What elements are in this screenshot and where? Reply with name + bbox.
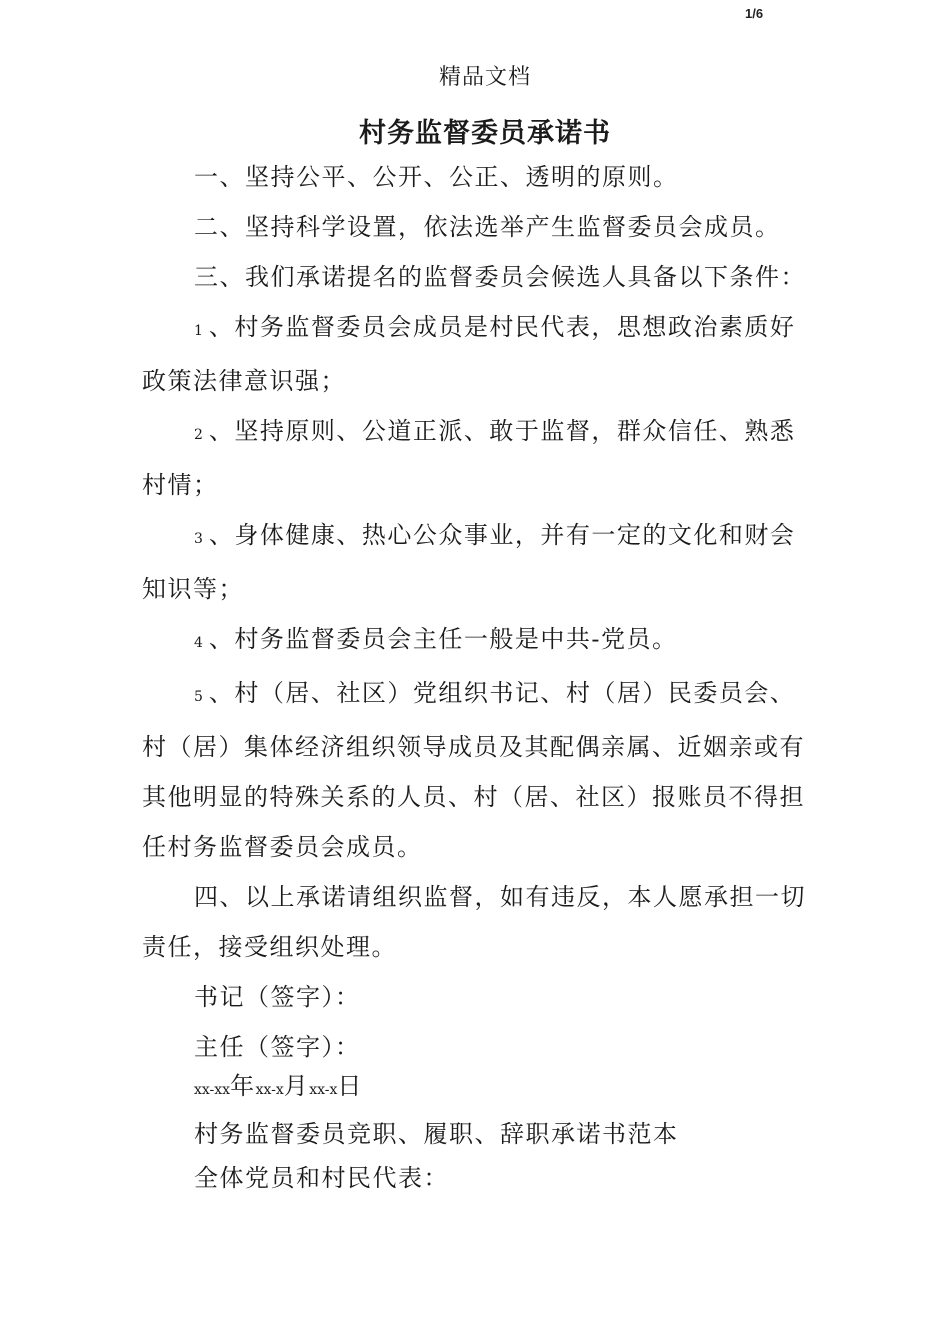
date-month-label: 月 [283, 1072, 310, 1100]
date-day-value: xx-x [309, 1082, 338, 1098]
list-item-text: 、坚持原则、公道正派、敢于监督，群众信任、熟悉村情； [142, 417, 796, 499]
closing-block [194, 1064, 679, 1200]
paragraph-2: 二、坚持科学设置，依法选举产生监督委员会成员。 [194, 213, 781, 241]
list-item-number: 1 [194, 323, 203, 339]
list-item-text: 、村（居、社区）党组织书记、村（居）民委员会、村（居）集体经济组织领导成员及其配偶亲属、近姻亲或有其他明显的特殊关系的人员、村（居、社区）报账员不得担任村务监督委员会成员。 [142, 679, 805, 861]
list-item-1 [142, 302, 818, 406]
director-signature: 主任（签字）： [194, 1033, 361, 1061]
list-item-5 [142, 668, 818, 872]
date-line [194, 1064, 679, 1112]
secretary-signature: 书记（签字）： [194, 983, 361, 1011]
list-item-number: 3 [194, 531, 203, 547]
list-item-number: 2 [194, 427, 203, 443]
document-body [142, 152, 818, 1072]
page-indicator: 1/6 [745, 6, 764, 21]
list-item-text: 、身体健康、热心公众事业，并有一定的文化和财会知识等； [142, 521, 796, 603]
paragraph-1: 一、坚持公平、公开、公正、透明的原则。 [194, 163, 679, 191]
list-item-2 [142, 406, 818, 510]
next-document-title: 村务监督委员竞职、履职、辞职承诺书范本 [194, 1120, 679, 1148]
list-item-text: 、村务监督委员会主任一般是中共-党员。 [208, 625, 678, 653]
list-item-text: 、村务监督委员会成员是村民代表，思想政治素质好政策法律意识强； [142, 313, 796, 395]
document-title: 村务监督委员承诺书 [359, 118, 611, 149]
date-month-value: xx-x [255, 1082, 284, 1098]
address-line: 全体党员和村民代表： [194, 1164, 449, 1192]
date-year-label: 年 [230, 1072, 256, 1100]
paragraph-3: 三、我们承诺提名的监督委员会候选人具备以下条件： [194, 263, 806, 291]
list-item-number: 5 [194, 689, 203, 705]
list-item-number: 4 [194, 635, 203, 651]
list-item-3 [142, 510, 818, 614]
document-header: 精品文档 [438, 65, 531, 90]
date-day-label: 日 [337, 1072, 363, 1100]
date-year-value: xx-xx [194, 1082, 231, 1098]
list-item-4 [142, 614, 818, 668]
paragraph-4: 四、以上承诺请组织监督，如有违反，本人愿承担一切责任，接受组织处理。 [142, 883, 806, 961]
